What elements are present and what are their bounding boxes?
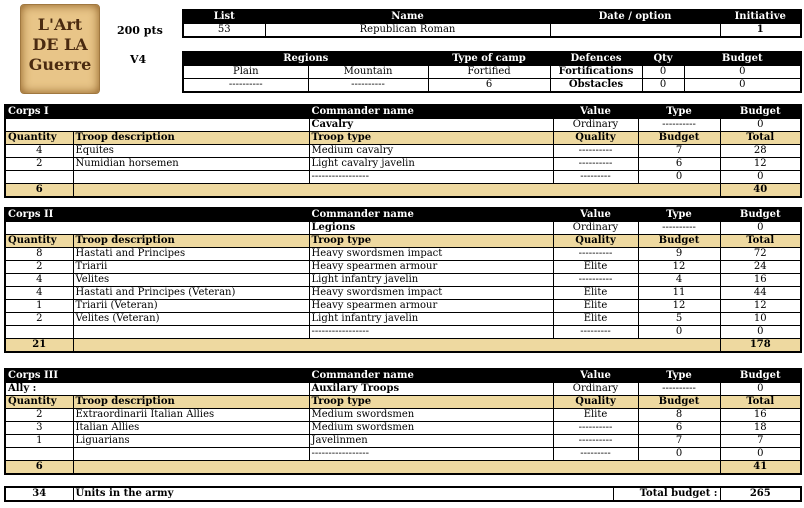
defence-fortifications: Fortifications bbox=[550, 66, 642, 79]
region-4: ---------- bbox=[308, 79, 428, 93]
table-row bbox=[5, 313, 801, 326]
points-label: 200 pts bbox=[117, 24, 163, 37]
corps-total-budget: 40 bbox=[720, 184, 801, 198]
troop-total: 12 bbox=[720, 158, 801, 171]
troop-type: Light infantry javelin bbox=[309, 274, 553, 287]
corps-total-spacer bbox=[73, 184, 720, 198]
troop-quality: ---------- bbox=[553, 274, 638, 287]
table-row bbox=[5, 287, 801, 300]
troop-type: Heavy spearmen armour bbox=[309, 300, 553, 313]
troop-quantity: 4 bbox=[5, 287, 73, 300]
corps-title: Corps III bbox=[5, 369, 309, 383]
fortifications-qty: 0 bbox=[642, 66, 684, 79]
commander-value: Ordinary bbox=[553, 383, 638, 396]
commander-value: Ordinary bbox=[553, 222, 638, 235]
troop-budget-header: Budget bbox=[638, 235, 720, 248]
troop-quality: --------- bbox=[553, 171, 638, 184]
obstacles-budget: 0 bbox=[684, 79, 801, 93]
qty-header: Qty bbox=[642, 52, 684, 66]
corps-table bbox=[4, 207, 802, 353]
troop-budget: 5 bbox=[638, 313, 720, 326]
troop-budget: 7 bbox=[638, 145, 720, 158]
ally-label: Ally : bbox=[5, 383, 309, 396]
commander-name: Auxilary Troops bbox=[309, 383, 553, 396]
troop-description: Liguarians bbox=[73, 435, 309, 448]
troop-total: 16 bbox=[720, 274, 801, 287]
troop-type: ----------------- bbox=[309, 326, 553, 339]
corps-total-spacer bbox=[73, 461, 720, 475]
troop-quality: ---------- bbox=[553, 145, 638, 158]
troop-quantity: 2 bbox=[5, 409, 73, 422]
table-row bbox=[5, 435, 801, 448]
troop-type: Heavy swordsmen impact bbox=[309, 248, 553, 261]
troop-description bbox=[73, 448, 309, 461]
quality-header: Quality bbox=[553, 396, 638, 409]
defence-obstacles: Obstacles bbox=[550, 79, 642, 93]
units-count: 34 bbox=[5, 487, 73, 501]
troop-quality: --------- bbox=[553, 448, 638, 461]
ally-label bbox=[5, 222, 309, 235]
commander-name: Legions bbox=[309, 222, 553, 235]
table-row bbox=[5, 300, 801, 313]
troop-description: Italian Allies bbox=[73, 422, 309, 435]
budget-header: Budget bbox=[684, 52, 801, 66]
troop-quantity: 2 bbox=[5, 158, 73, 171]
troop-budget: 12 bbox=[638, 300, 720, 313]
total-header: Total bbox=[720, 132, 801, 145]
troop-type: Medium swordsmen bbox=[309, 409, 553, 422]
table-row bbox=[5, 261, 801, 274]
quantity-header: Quantity bbox=[5, 235, 73, 248]
initiative-value: 1 bbox=[720, 24, 801, 38]
troop-total: 72 bbox=[720, 248, 801, 261]
region-1: Plain bbox=[183, 66, 308, 79]
value-header: Value bbox=[553, 208, 638, 222]
troop-budget: 6 bbox=[638, 158, 720, 171]
budget-header: Budget bbox=[720, 369, 801, 383]
troop-type: Light cavalry javelin bbox=[309, 158, 553, 171]
corps-title: Corps II bbox=[5, 208, 309, 222]
table-row bbox=[5, 145, 801, 158]
troop-total: 18 bbox=[720, 422, 801, 435]
commander-type: ---------- bbox=[638, 383, 720, 396]
list-header: List bbox=[183, 10, 265, 24]
logo-line3: Guerre bbox=[28, 55, 92, 74]
troop-budget: 7 bbox=[638, 435, 720, 448]
troop-total: 0 bbox=[720, 448, 801, 461]
troop-desc-header: Troop description bbox=[73, 235, 309, 248]
camp-header: Type of camp bbox=[428, 52, 550, 66]
table-row bbox=[5, 448, 801, 461]
commander-budget: 0 bbox=[720, 222, 801, 235]
troop-quantity bbox=[5, 326, 73, 339]
troop-description: Hastati and Principes (Veteran) bbox=[73, 287, 309, 300]
table-row bbox=[5, 274, 801, 287]
troop-budget: 4 bbox=[638, 274, 720, 287]
troop-description bbox=[73, 326, 309, 339]
table-row bbox=[5, 158, 801, 171]
troop-quality: Elite bbox=[553, 261, 638, 274]
ally-label bbox=[5, 119, 309, 132]
troop-budget: 6 bbox=[638, 422, 720, 435]
army-name: Republican Roman bbox=[265, 24, 550, 38]
quantity-header: Quantity bbox=[5, 396, 73, 409]
camp-value: 6 bbox=[428, 79, 550, 93]
budget-header: Budget bbox=[720, 208, 801, 222]
troop-description: Velites (Veteran) bbox=[73, 313, 309, 326]
corps-total-quantity: 21 bbox=[5, 339, 73, 353]
corps-total-budget: 178 bbox=[720, 339, 801, 353]
troop-quality: ---------- bbox=[553, 422, 638, 435]
troop-quantity: 4 bbox=[5, 145, 73, 158]
total-header: Total bbox=[720, 396, 801, 409]
total-budget-value: 265 bbox=[720, 487, 801, 501]
troop-total: 7 bbox=[720, 435, 801, 448]
table-row bbox=[5, 248, 801, 261]
troop-quantity: 2 bbox=[5, 313, 73, 326]
troop-type: Heavy spearmen armour bbox=[309, 261, 553, 274]
quantity-header: Quantity bbox=[5, 132, 73, 145]
troop-desc-header: Troop description bbox=[73, 132, 309, 145]
troop-quality: ---------- bbox=[553, 248, 638, 261]
troop-budget: 0 bbox=[638, 448, 720, 461]
troop-total: 16 bbox=[720, 409, 801, 422]
corps-total-quantity: 6 bbox=[5, 184, 73, 198]
troop-type: Medium swordsmen bbox=[309, 422, 553, 435]
table-row bbox=[5, 409, 801, 422]
troop-quality: Elite bbox=[553, 300, 638, 313]
units-label: Units in the army bbox=[73, 487, 613, 501]
troop-desc-header: Troop description bbox=[73, 396, 309, 409]
corps-total-quantity: 6 bbox=[5, 461, 73, 475]
regions-table bbox=[182, 51, 802, 93]
type-header: Type bbox=[638, 208, 720, 222]
troop-quantity: 2 bbox=[5, 261, 73, 274]
troop-budget-header: Budget bbox=[638, 396, 720, 409]
troop-total: 0 bbox=[720, 171, 801, 184]
region-3: ---------- bbox=[183, 79, 308, 93]
list-table bbox=[182, 9, 802, 38]
date-option bbox=[550, 24, 720, 38]
commander-header: Commander name bbox=[309, 105, 553, 119]
table-row bbox=[5, 422, 801, 435]
commander-value: Ordinary bbox=[553, 119, 638, 132]
date-header: Date / option bbox=[550, 10, 720, 24]
logo-line2: DE LA bbox=[32, 35, 88, 54]
troop-description: Velites bbox=[73, 274, 309, 287]
troop-total: 44 bbox=[720, 287, 801, 300]
corps-total-spacer bbox=[73, 339, 720, 353]
troop-total: 28 bbox=[720, 145, 801, 158]
troop-quantity: 1 bbox=[5, 300, 73, 313]
troop-description: Numidian horsemen bbox=[73, 158, 309, 171]
troop-type: Medium cavalry bbox=[309, 145, 553, 158]
table-row bbox=[5, 326, 801, 339]
troop-budget: 0 bbox=[638, 326, 720, 339]
troop-quality: --------- bbox=[553, 326, 638, 339]
troop-description: Extraordinarii Italian Allies bbox=[73, 409, 309, 422]
troop-type-header: Troop type bbox=[309, 132, 553, 145]
troop-total: 12 bbox=[720, 300, 801, 313]
quality-header: Quality bbox=[553, 132, 638, 145]
troop-budget: 8 bbox=[638, 409, 720, 422]
value-header: Value bbox=[553, 369, 638, 383]
region-2: Mountain bbox=[308, 66, 428, 79]
corps-table bbox=[4, 104, 802, 198]
troop-type: Heavy swordsmen impact bbox=[309, 287, 553, 300]
commander-header: Commander name bbox=[309, 369, 553, 383]
commander-header: Commander name bbox=[309, 208, 553, 222]
troop-quantity bbox=[5, 171, 73, 184]
commander-type: ---------- bbox=[638, 222, 720, 235]
list-number: 53 bbox=[183, 24, 265, 38]
troop-quality: ---------- bbox=[553, 435, 638, 448]
troop-budget-header: Budget bbox=[638, 132, 720, 145]
commander-name: Cavalry bbox=[309, 119, 553, 132]
commander-type: ---------- bbox=[638, 119, 720, 132]
troop-quantity: 1 bbox=[5, 435, 73, 448]
type-header: Type bbox=[638, 105, 720, 119]
troop-budget: 9 bbox=[638, 248, 720, 261]
regions-header: Regions bbox=[183, 52, 428, 66]
quality-header: Quality bbox=[553, 235, 638, 248]
corps-table bbox=[4, 368, 802, 475]
troop-quality: Elite bbox=[553, 313, 638, 326]
troop-type: ----------------- bbox=[309, 448, 553, 461]
troop-type-header: Troop type bbox=[309, 235, 553, 248]
troop-total: 0 bbox=[720, 326, 801, 339]
troop-budget: 12 bbox=[638, 261, 720, 274]
total-header: Total bbox=[720, 235, 801, 248]
logo-line1: L'Art bbox=[37, 15, 83, 34]
logo bbox=[20, 4, 100, 94]
total-budget-label: Total budget : bbox=[613, 487, 720, 501]
defences-header: Defences bbox=[550, 52, 642, 66]
initiative-header: Initiative bbox=[720, 10, 801, 24]
troop-total: 24 bbox=[720, 261, 801, 274]
troop-type: Light infantry javelin bbox=[309, 313, 553, 326]
troop-budget: 11 bbox=[638, 287, 720, 300]
fortifications-budget: 0 bbox=[684, 66, 801, 79]
corps-total-budget: 41 bbox=[720, 461, 801, 475]
budget-header: Budget bbox=[720, 105, 801, 119]
troop-quality: Elite bbox=[553, 409, 638, 422]
troop-quality: ---------- bbox=[553, 158, 638, 171]
table-row bbox=[5, 171, 801, 184]
value-header: Value bbox=[553, 105, 638, 119]
troop-budget: 0 bbox=[638, 171, 720, 184]
type-header: Type bbox=[638, 369, 720, 383]
troop-description: Equites bbox=[73, 145, 309, 158]
commander-budget: 0 bbox=[720, 383, 801, 396]
commander-budget: 0 bbox=[720, 119, 801, 132]
troop-type-header: Troop type bbox=[309, 396, 553, 409]
obstacles-qty: 0 bbox=[642, 79, 684, 93]
troop-type: Javelinmen bbox=[309, 435, 553, 448]
troop-quantity bbox=[5, 448, 73, 461]
troop-quantity: 4 bbox=[5, 274, 73, 287]
name-header: Name bbox=[265, 10, 550, 24]
troop-type: ----------------- bbox=[309, 171, 553, 184]
troop-quality: Elite bbox=[553, 287, 638, 300]
troop-description bbox=[73, 171, 309, 184]
troop-description: Hastati and Principes bbox=[73, 248, 309, 261]
footer-table bbox=[4, 486, 802, 502]
troop-description: Triarii bbox=[73, 261, 309, 274]
troop-quantity: 8 bbox=[5, 248, 73, 261]
troop-quantity: 3 bbox=[5, 422, 73, 435]
camp-type: Fortified bbox=[428, 66, 550, 79]
corps-title: Corps I bbox=[5, 105, 309, 119]
troop-total: 10 bbox=[720, 313, 801, 326]
version-label: V4 bbox=[130, 53, 147, 66]
troop-description: Triarii (Veteran) bbox=[73, 300, 309, 313]
